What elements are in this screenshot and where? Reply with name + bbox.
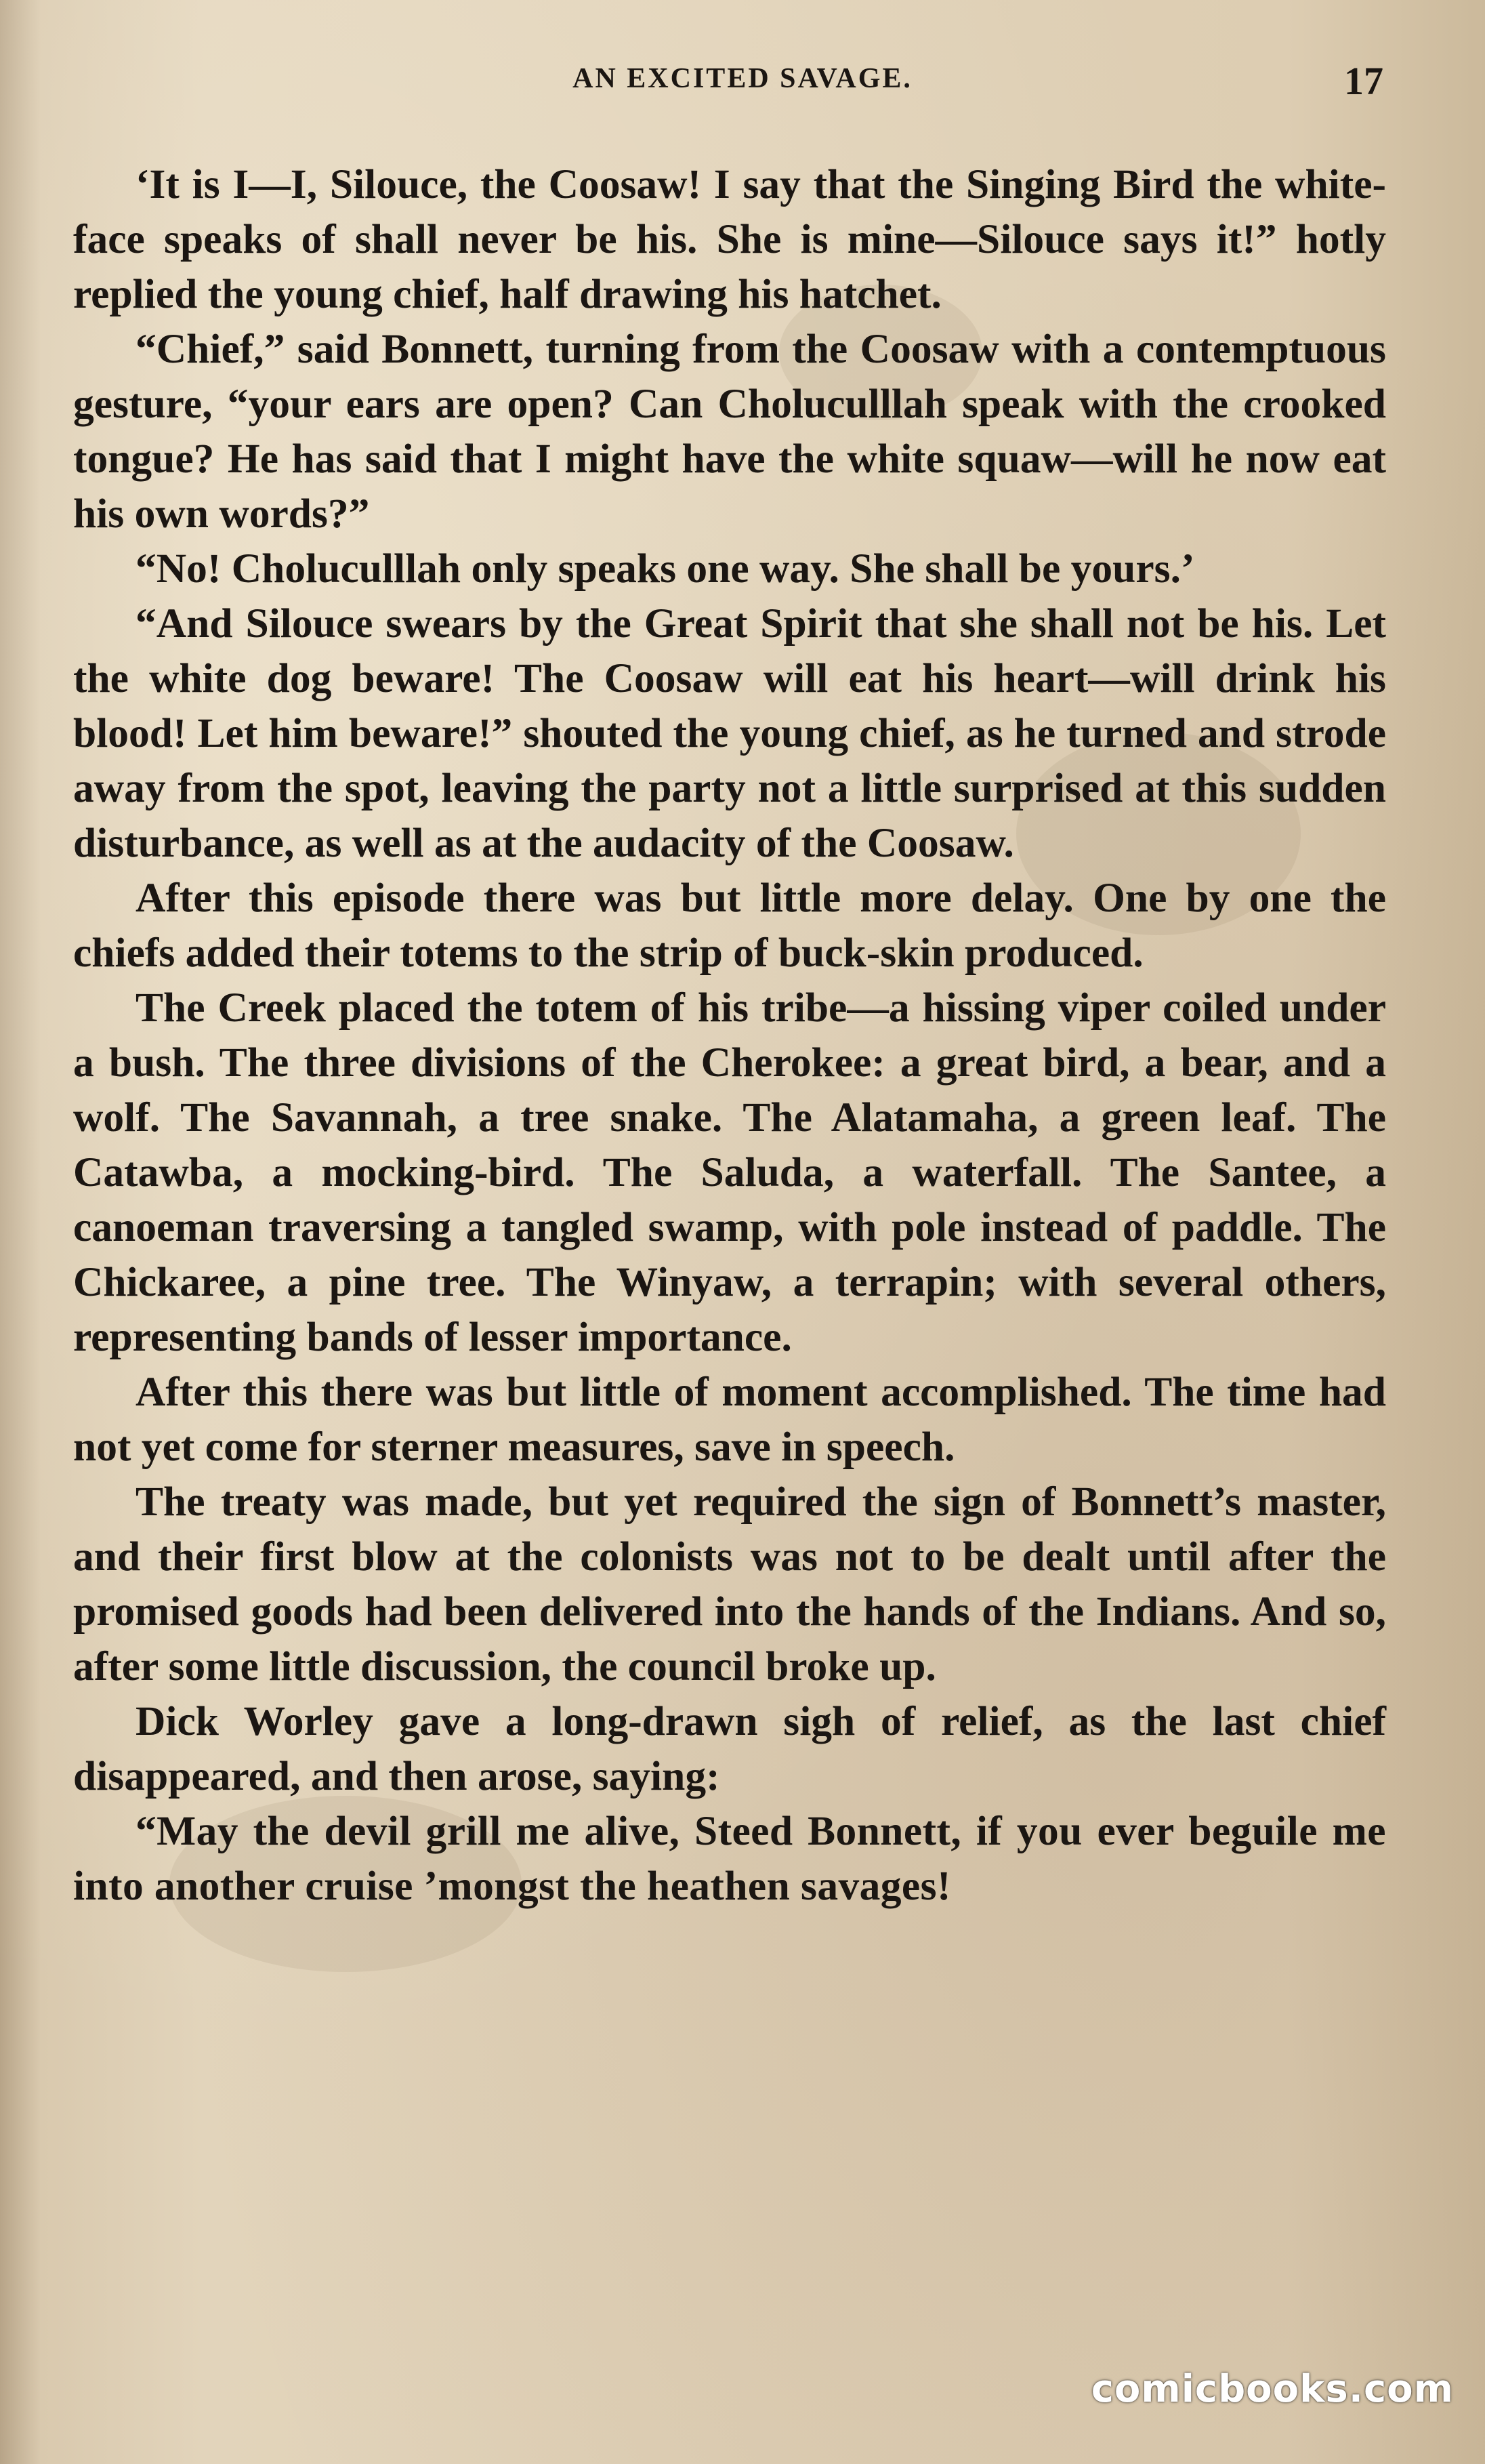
running-head: [75, 59, 1383, 110]
paragraph: After this there was but little of moment accomplished. The time had not yet come for sterner measures, save in speech.: [73, 1369, 1386, 1470]
paragraph: Dick Worley gave a long-drawn sigh of relief, as the last chief disappeared, and then arose, saying:: [73, 1698, 1386, 1799]
paragraph: After this episode there was but little more delay. One by one the chiefs added their totems to the strip of buck-skin produced.: [73, 875, 1386, 976]
paragraph: ‘It is I—I, Silouce, the Coosaw! I say that the Singing Bird the white-face speaks of shall never be his. She is mine—Silouce says it!” hotly replied the young chief, half drawing his hatchet.: [73, 161, 1386, 317]
running-title: AN EXCITED SAVAGE.: [572, 63, 913, 94]
paragraph: “Chief,” said Bonnett, turning from the Coosaw with a contemptuous gesture, “your ears are open? Can Choluculllah speak with the crooked tongue? He has said that I might have the white squaw—will he now eat his own words?”: [73, 326, 1386, 537]
paragraph: “No! Choluculllah only speaks one way. She shall be yours.’: [135, 546, 1195, 592]
body-text: [73, 157, 1386, 1914]
site-watermark: comicbooks.com: [1091, 2367, 1454, 2411]
paragraph: “May the devil grill me alive, Steed Bonnett, if you ever beguile me into another cruise ’mongst the heathen savages!: [73, 1808, 1386, 1909]
paragraph: “And Silouce swears by the Great Spirit that she shall not be his. Let the white dog beware! The Coosaw will eat his heart—will drink his blood! Let him beware!” shouted the young chief, as he turned and strode away from the spot, leaving the party not a little surprised at this sudden disturbance, as well as at the audacity of the Coosaw.: [73, 600, 1386, 866]
paragraph: The treaty was made, but yet required the sign of Bonnett’s master, and their first blow at the colonists was not to be dealt until after the promised goods had been delivered into the hands of the Indians. And so, after some little discussion, the council broke up.: [73, 1479, 1386, 1689]
paragraph: The Creek placed the totem of his tribe—a hissing viper coiled under a bush. The three divisions of the Cherokee: a great bird, a bear, and a wolf. The Savannah, a tree snake. The Alatamaha, a green leaf. The Catawba, a mocking-bird. The Saluda, a waterfall. The Santee, a canoeman traversing a tangled swamp, with pole instead of paddle. The Chickaree, a pine tree. The Winyaw, a terrapin; with several others, representing bands of lesser importance.: [73, 985, 1386, 1360]
page-number: 17: [1344, 59, 1383, 103]
